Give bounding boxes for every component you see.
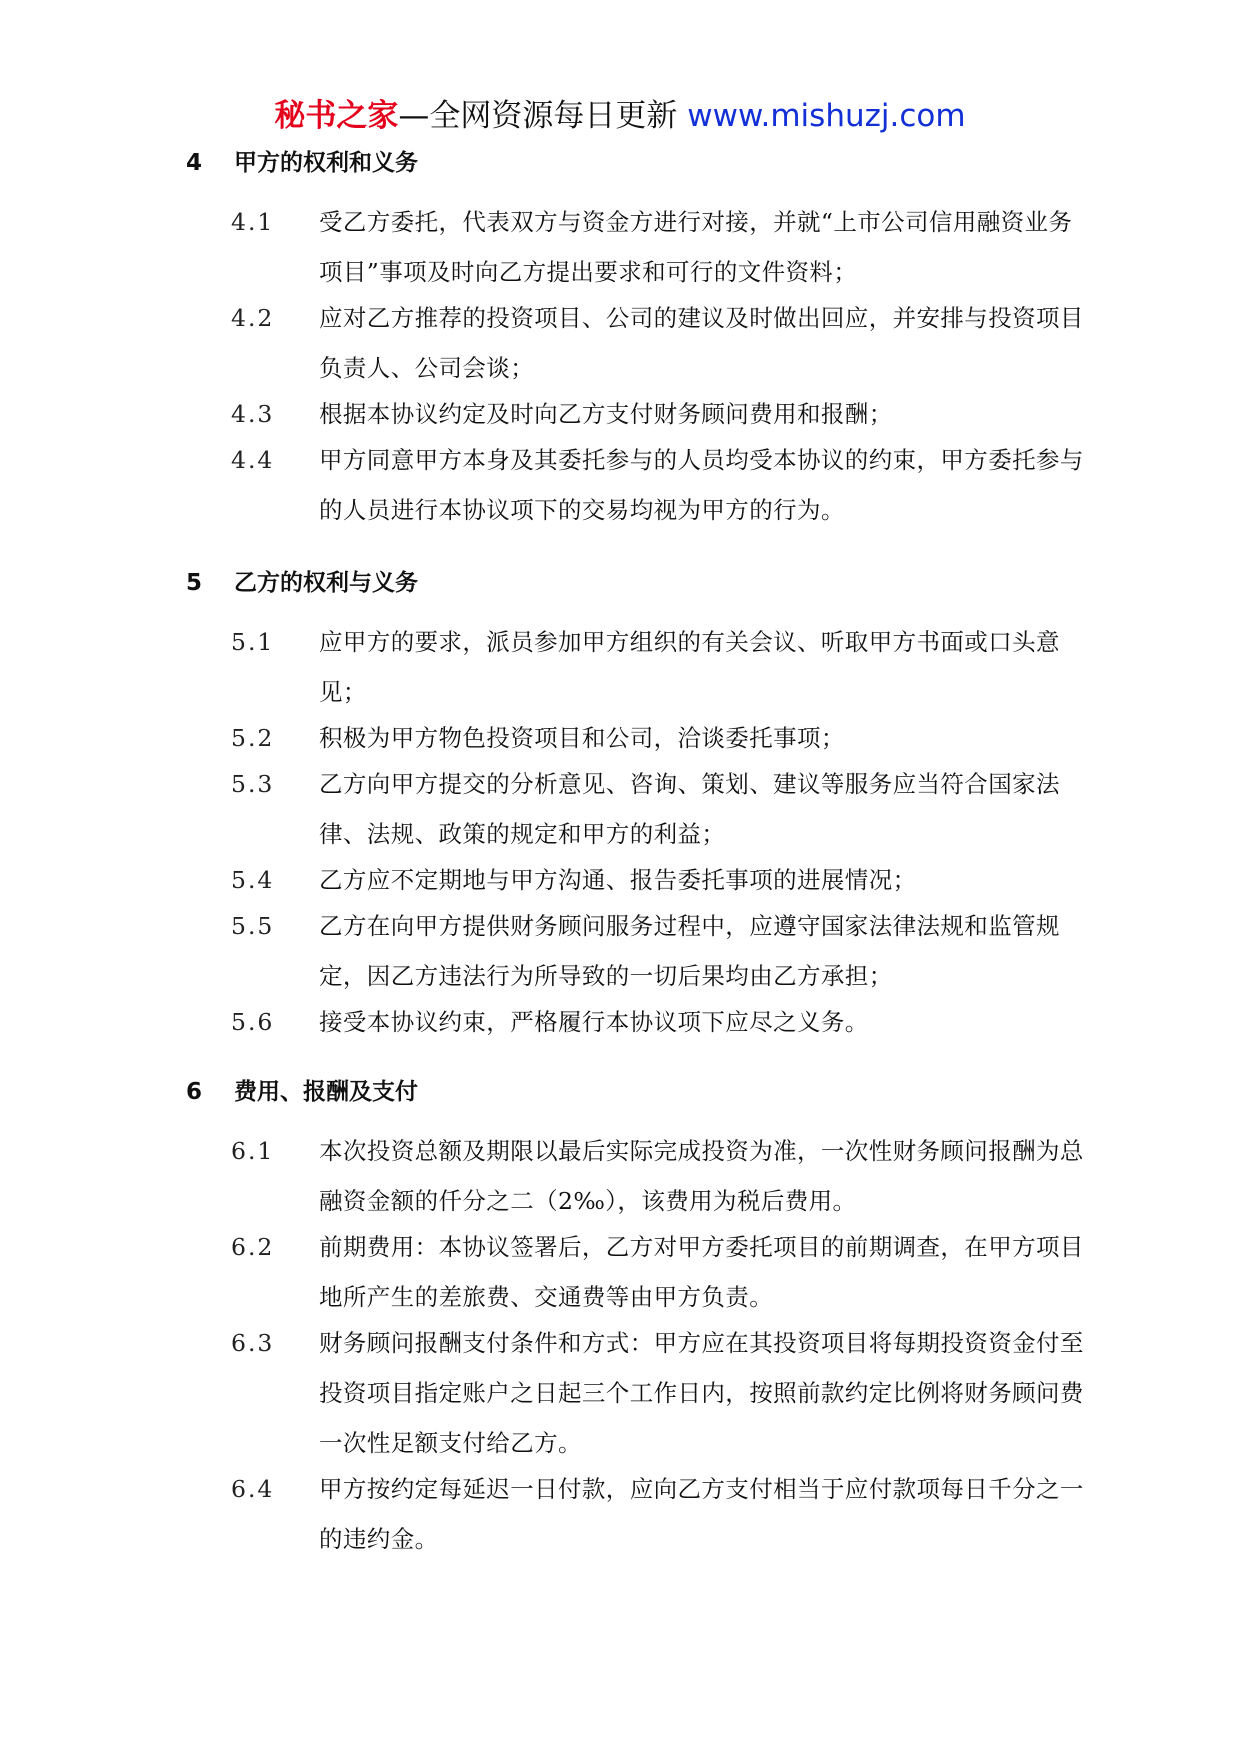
clause-text: 甲方按约定每延迟一日付款，应向乙方支付相当于应付款项每日千分之一的违约金。 xyxy=(319,1475,1084,1553)
clause-number: 5.2 xyxy=(231,724,275,752)
clause-text: 本次投资总额及期限以最后实际完成投资为准，一次性财务顾问报酬为总融资金额的仟分之二（2‰），该费用为税后费用。 xyxy=(319,1137,1084,1215)
clause-text: 应甲方的要求，派员参加甲方组织的有关会议、听取甲方书面或口头意见； xyxy=(319,628,1060,706)
clause-item xyxy=(231,1126,1086,1226)
clause-item xyxy=(231,389,1086,439)
brand-name: 秘书之家 xyxy=(274,98,399,134)
clause-item xyxy=(231,713,1086,763)
clause-text: 财务顾问报酬支付条件和方式：甲方应在其投资项目将每期投资资金付至投资项目指定账户之日起三个工作日内，按照前款约定比例将财务顾问费一次性足额支付给乙方。 xyxy=(319,1329,1084,1457)
clause-item xyxy=(231,435,1086,535)
clause-number: 4.4 xyxy=(231,446,275,474)
section-number: 5 xyxy=(186,570,203,596)
clause-text: 积极为甲方物色投资项目和公司，洽谈委托事项； xyxy=(319,724,845,752)
clause-text: 接受本协议约束，严格履行本协议项下应尽之义务。 xyxy=(319,1008,869,1036)
section-number: 4 xyxy=(186,150,203,176)
section-heading xyxy=(186,1072,1086,1112)
section-6 xyxy=(186,1072,1086,1564)
section-heading xyxy=(186,563,1086,603)
clause-item xyxy=(231,1464,1086,1564)
clause-item xyxy=(231,617,1086,717)
clause-item xyxy=(231,293,1086,393)
clause-number: 4.1 xyxy=(231,208,275,236)
section-title: 费用、报酬及支付 xyxy=(234,1079,418,1105)
clause-number: 5.5 xyxy=(231,912,275,940)
section-5 xyxy=(186,563,1086,1047)
clause-item xyxy=(231,997,1086,1047)
clause-text: 应对乙方推荐的投资项目、公司的建议及时做出回应，并安排与投资项目负责人、公司会谈； xyxy=(319,304,1084,382)
clause-number: 6.1 xyxy=(231,1137,275,1165)
clause-number: 6.3 xyxy=(231,1329,275,1357)
clause-number: 4.2 xyxy=(231,304,275,332)
section-title: 甲方的权利和义务 xyxy=(234,150,418,176)
clause-text: 乙方应不定期地与甲方沟通、报告委托事项的进展情况； xyxy=(319,866,917,894)
clause-text: 受乙方委托，代表双方与资金方进行对接，并就“上市公司信用融资业务项目”事项及时向乙方提出要求和可行的文件资料； xyxy=(319,208,1073,286)
clause-text: 前期费用：本协议签署后，乙方对甲方委托项目的前期调查，在甲方项目地所产生的差旅费、交通费等由甲方负责。 xyxy=(319,1233,1084,1311)
clause-item xyxy=(231,1318,1086,1468)
page-header xyxy=(0,94,1240,138)
clause-text: 乙方向甲方提交的分析意见、咨询、策划、建议等服务应当符合国家法律、法规、政策的规定和甲方的利益； xyxy=(319,770,1060,848)
clause-number: 6.4 xyxy=(231,1475,275,1503)
header-tagline: —全网资源每日更新 xyxy=(398,98,678,134)
website-link[interactable]: www.mishuzj.com xyxy=(687,98,966,134)
clause-number: 5.6 xyxy=(231,1008,275,1036)
clause-item xyxy=(231,855,1086,905)
clause-item xyxy=(231,197,1086,297)
clause-number: 4.3 xyxy=(231,400,275,428)
clause-text: 根据本协议约定及时向乙方支付财务顾问费用和报酬； xyxy=(319,400,893,428)
section-heading xyxy=(186,143,1086,183)
clause-item xyxy=(231,901,1086,1001)
clause-number: 5.4 xyxy=(231,866,275,894)
clause-text: 乙方在向甲方提供财务顾问服务过程中，应遵守国家法律法规和监管规定，因乙方违法行为所导致的一切后果均由乙方承担； xyxy=(319,912,1060,990)
clause-text: 甲方同意甲方本身及其委托参与的人员均受本协议的约束，甲方委托参与的人员进行本协议项下的交易均视为甲方的行为。 xyxy=(319,446,1084,524)
section-4 xyxy=(186,143,1086,535)
clause-item xyxy=(231,1222,1086,1322)
clause-number: 5.1 xyxy=(231,628,275,656)
clause-item xyxy=(231,759,1086,859)
section-title: 乙方的权利与义务 xyxy=(234,570,418,596)
clause-number: 6.2 xyxy=(231,1233,275,1261)
section-number: 6 xyxy=(186,1079,203,1105)
clause-number: 5.3 xyxy=(231,770,275,798)
